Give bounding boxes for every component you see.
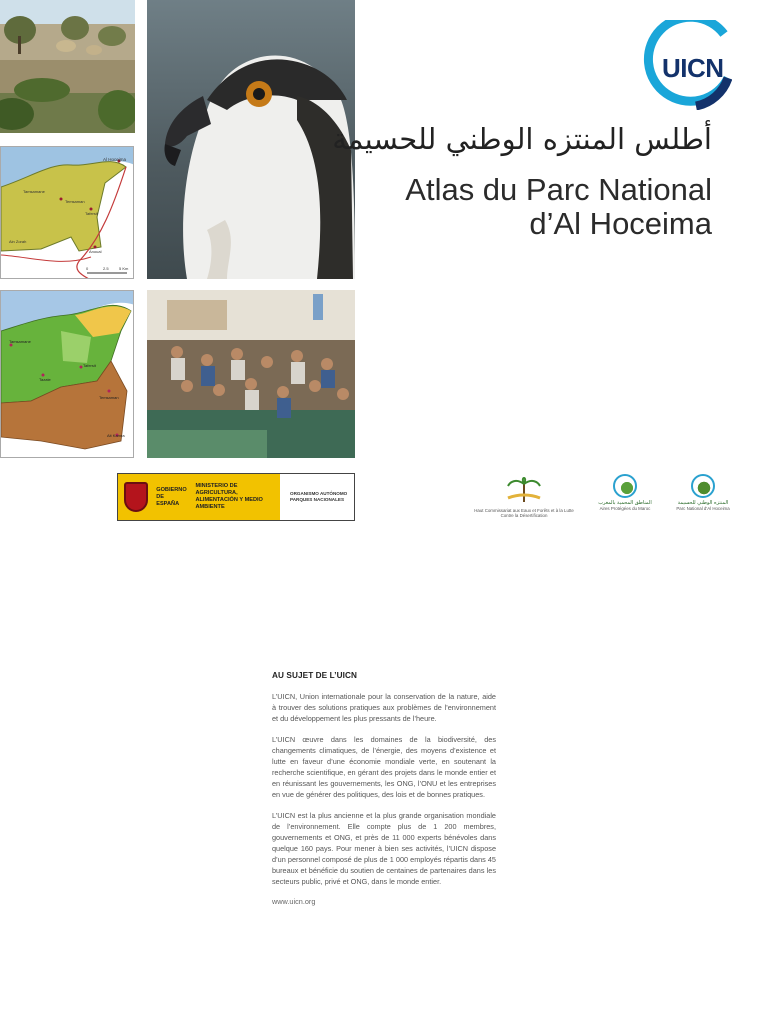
map2-label-2: Tazate bbox=[39, 377, 51, 382]
landscape-photo bbox=[0, 0, 135, 133]
parc-national-icon bbox=[691, 474, 715, 498]
map2-graphic bbox=[1, 291, 134, 458]
osprey-photo bbox=[147, 0, 355, 279]
map1-label-4: Anoual bbox=[89, 249, 102, 254]
parc-national-text: Parc National d'Al Hoceima bbox=[676, 506, 730, 511]
map1-graphic bbox=[1, 147, 134, 279]
uicn-website-link[interactable]: www.uicn.org bbox=[272, 897, 316, 906]
title-french-line2: d’Al Hoceima bbox=[529, 206, 712, 241]
map1-label-3: Tafersit bbox=[85, 211, 98, 216]
map1-label-2: Temsaman bbox=[65, 199, 85, 204]
about-paragraph-2: L’UICN œuvre dans les domaines de la biodiversité, des changements climatiques, de l’énergie, des moyens d’existence et lutte en faveur d’une économie mondiale verte, en soutenant la recherche scientifique, en gérant des projets dans le monde entier et en réunissant les gouvernements, les ONG, l’ONU et les entreprises en vue de générer des politiques, des lois et de bonnes pratiques. bbox=[272, 735, 496, 799]
map1-label-5: Ain Zorah bbox=[9, 239, 27, 244]
map2-label-4: Ait Kamra bbox=[107, 433, 125, 438]
aires-protegees-logo bbox=[594, 474, 656, 511]
spain-logo-yellow-band bbox=[118, 474, 280, 520]
spain-ministry-text: MINISTERIO DE AGRICULTURA, ALIMENTACIÓN Y MEDIO AMBIENTE bbox=[195, 483, 263, 510]
about-uicn-section bbox=[272, 671, 496, 906]
parc-national-arabic: المنتزه الوطني للحسيمة bbox=[677, 500, 729, 506]
palm-tree-icon bbox=[504, 474, 544, 504]
map-park-overview bbox=[0, 146, 134, 279]
spain-coat-of-arms-icon bbox=[124, 482, 148, 512]
hcefld-logo-text: Haut Commissariat aux Eaux et Forêts et à la Lutte Contre la Désertification bbox=[474, 508, 574, 518]
map1-label-1: Tamsamane bbox=[23, 189, 45, 194]
about-heading: AU SUJET DE L’UICN bbox=[272, 671, 358, 680]
spain-org-text: ORGANISMO AUTÓNOMO PARQUES NACIONALES bbox=[290, 491, 348, 502]
about-paragraph-1: L’UICN, Union internationale pour la conservation de la nature, aide à trouver des solutions pratiques aux problèmes de l’environnement et du développement les plus pressants de l’heure. bbox=[272, 692, 496, 723]
parc-national-logo bbox=[672, 474, 734, 511]
map2-label-3: Temsaman bbox=[99, 395, 119, 400]
map1-scale-0: 0 bbox=[86, 266, 89, 271]
spain-government-logo bbox=[117, 473, 355, 521]
hcefld-logo bbox=[470, 474, 578, 518]
fishing-port-illustration bbox=[147, 290, 355, 458]
aires-protegees-icon bbox=[613, 474, 637, 498]
uicn-logo-text: UICN bbox=[662, 53, 724, 83]
spain-logo-white-band bbox=[280, 474, 354, 520]
uicn-logo bbox=[636, 20, 732, 110]
title-french-line1: Atlas du Parc National bbox=[405, 172, 712, 207]
spain-gov-text: GOBIERNO DE ESPAÑA bbox=[156, 486, 187, 507]
map-park-zoning bbox=[0, 290, 134, 458]
aires-protegees-arabic: المناطق المحمية بالمغرب bbox=[598, 500, 652, 506]
map1-label-0: Al Hoceima bbox=[103, 157, 127, 162]
map2-label-0: Tamsamane bbox=[9, 339, 31, 344]
aires-protegees-text: Aires Protégées du Maroc bbox=[599, 506, 651, 511]
osprey-illustration bbox=[147, 0, 355, 279]
fishing-port-photo bbox=[147, 290, 355, 458]
map1-scale-2: 5 Km bbox=[119, 266, 129, 271]
map1-scale-1: 2.5 bbox=[103, 266, 109, 271]
map2-label-1: Tafersit bbox=[83, 363, 96, 368]
landscape-illustration bbox=[0, 0, 135, 133]
title-arabic: أطلس المنتزه الوطني للحسيمة bbox=[332, 122, 712, 156]
about-paragraph-3: L’UICN est la plus ancienne et la plus grande organisation mondiale de l’environnement. Elle compte plus de 1 200 membres, gouvernements et ONG, et près de 11 000 experts bénévoles dans quelque 160 pays. Pour mener à bien ses activités, l’UICN dispose d’un personnel composé de plus de 1 000 employés répartis dans 45 bureaux et bénéficie du soutien de centaines de partenaires dans les secteurs public, privé et ONG, dans le monde entier. bbox=[272, 811, 496, 886]
